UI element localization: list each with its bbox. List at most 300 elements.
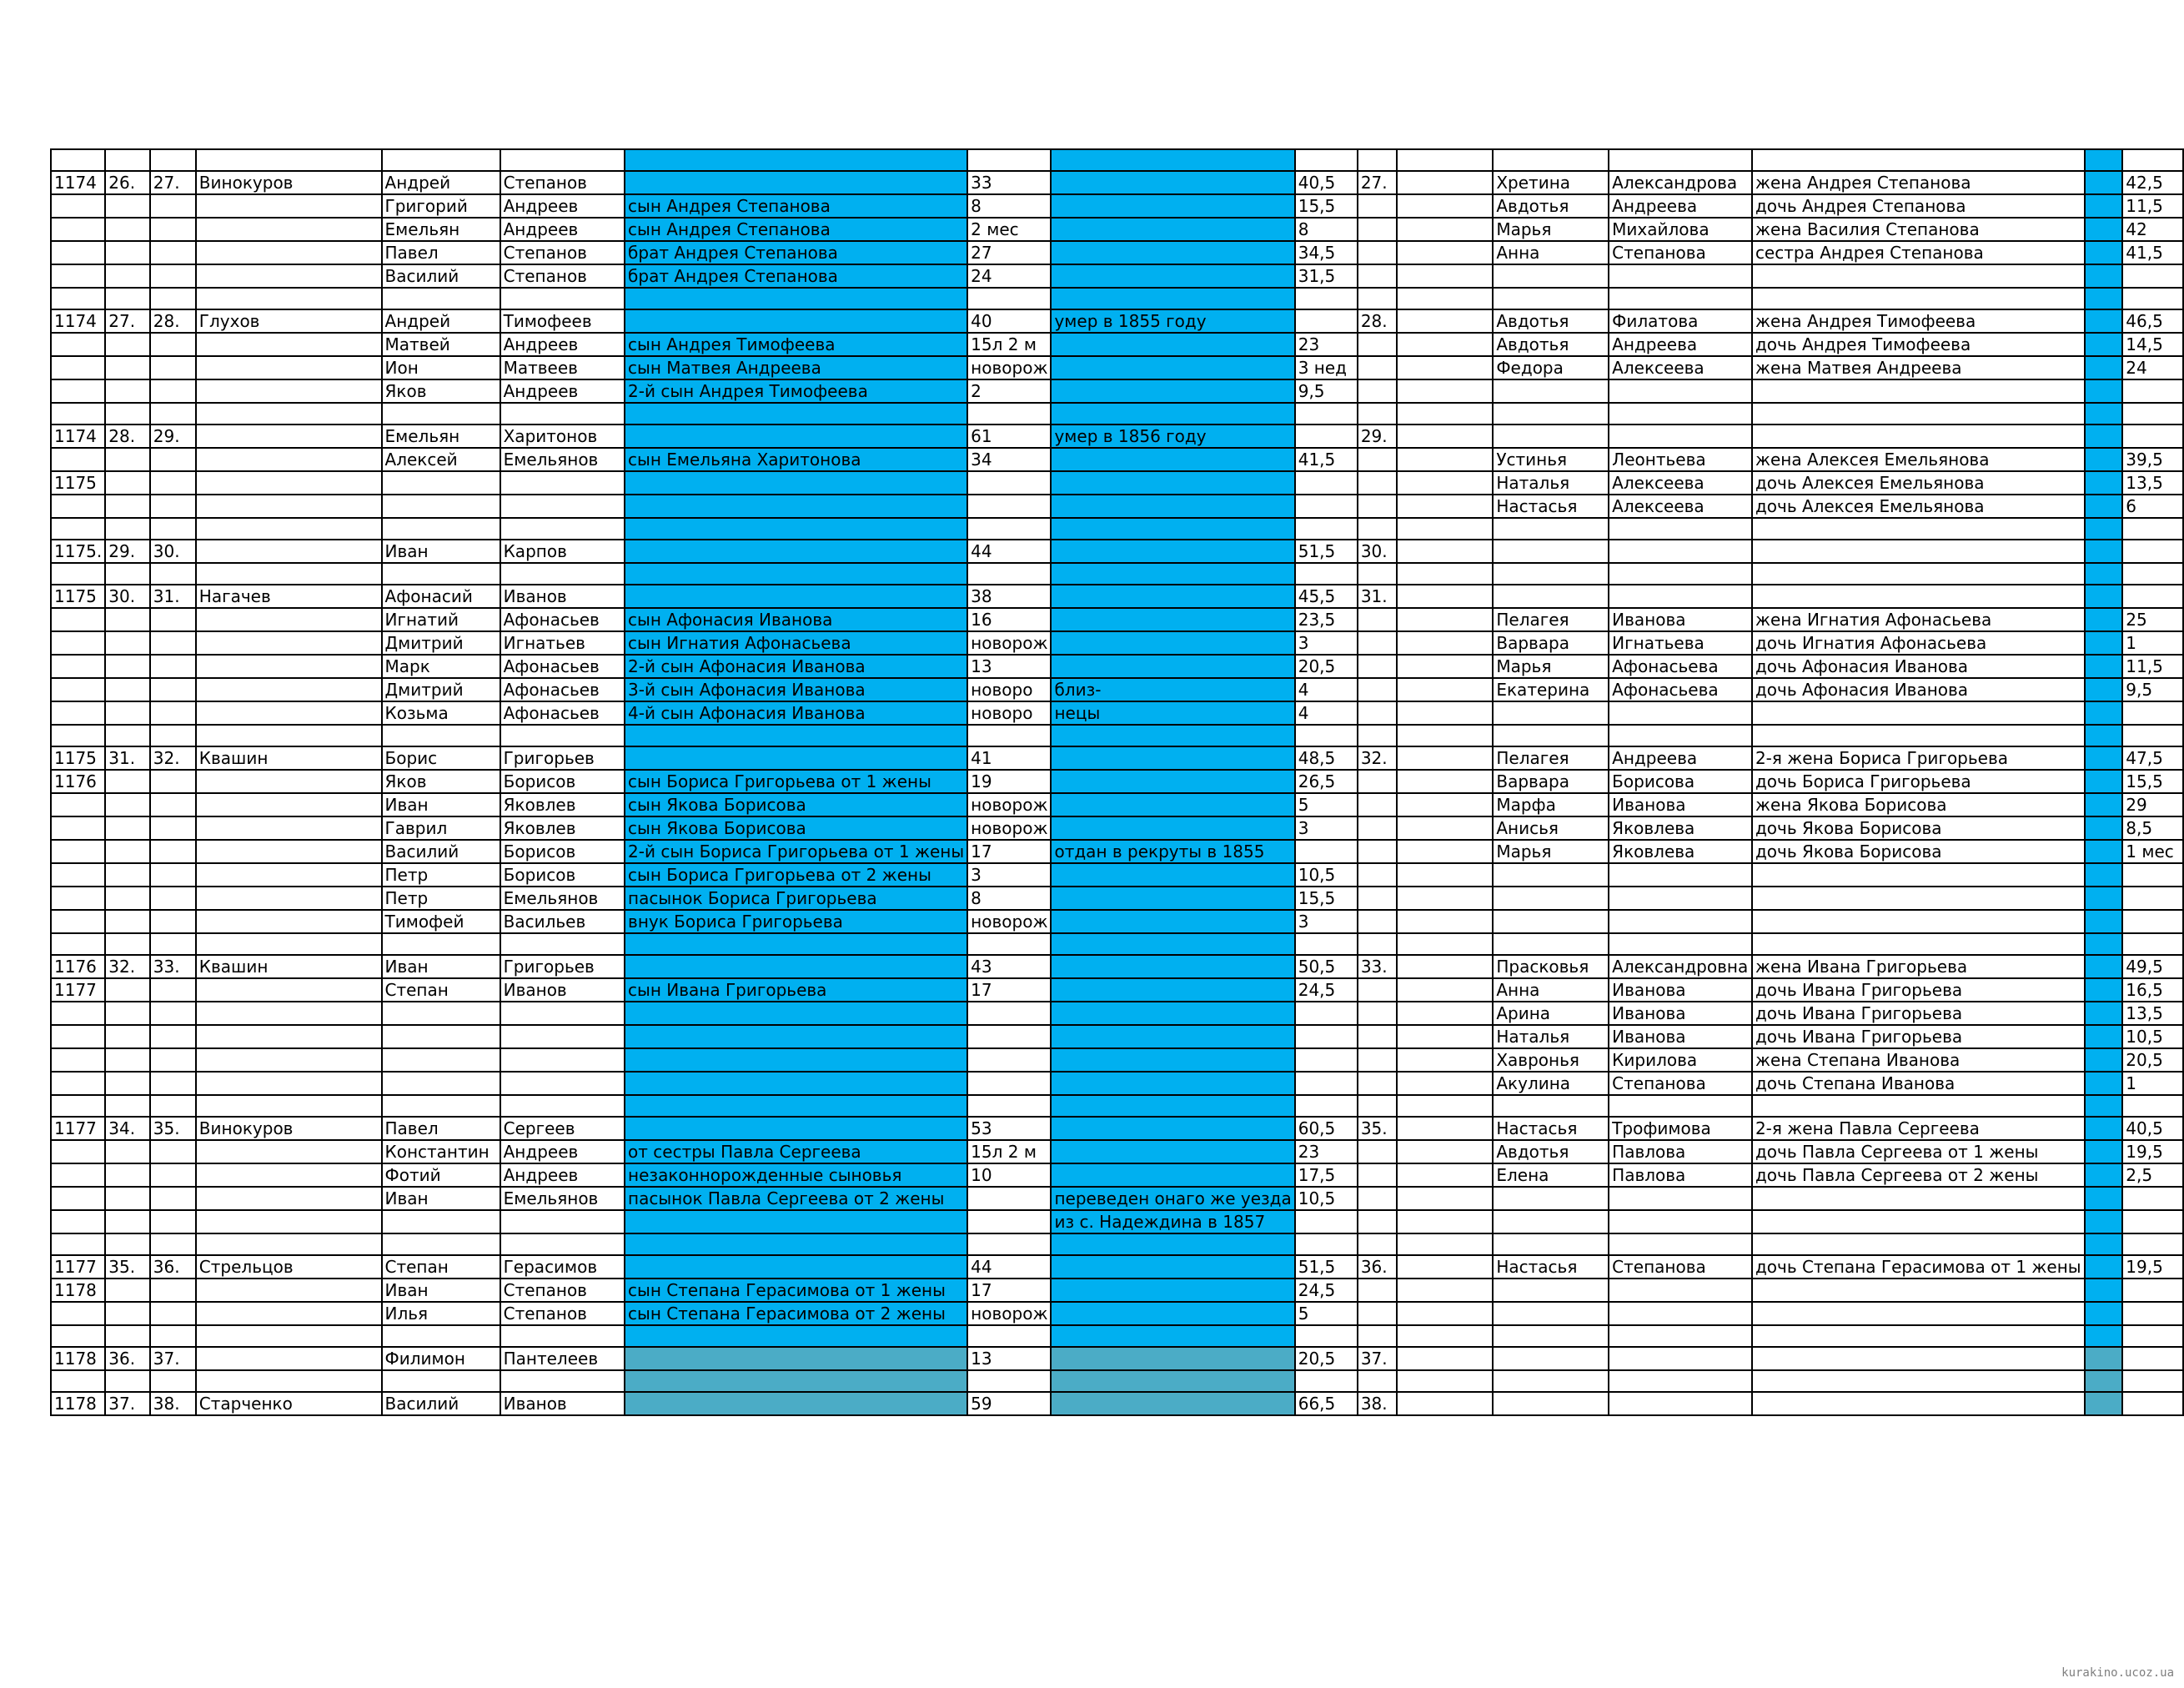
female-patronymic-cell: Алексеева	[1609, 495, 1752, 518]
female-note-blank-cell	[1397, 333, 1493, 356]
female-age-previous-cell	[2085, 1002, 2123, 1025]
male-age-current-cell: 3	[1295, 816, 1358, 840]
male-age-current-cell: 23,5	[1295, 608, 1358, 631]
male-note-cell	[1051, 955, 1294, 978]
male-patronymic-cell: Афонасьев	[500, 655, 625, 678]
family-surname-cell	[196, 1370, 382, 1392]
female-age-previous-cell	[2085, 288, 2123, 309]
female-household-number-cell: 30.	[1358, 540, 1397, 563]
family-surname-cell	[196, 1163, 382, 1187]
female-patronymic-cell: Яковлева	[1609, 840, 1752, 863]
male-first-name-cell: Яков	[382, 379, 500, 403]
household-number-new-cell	[150, 518, 196, 540]
male-relation-cell: сын Андрея Степанова	[625, 194, 967, 218]
female-age-current-cell: 24	[2122, 356, 2183, 379]
page-number-cell	[51, 264, 105, 288]
male-age-current-cell: 23	[1295, 333, 1358, 356]
female-first-name-cell: Марья	[1493, 218, 1609, 241]
female-first-name-cell: Хавронья	[1493, 1048, 1609, 1072]
table-row	[51, 701, 2183, 725]
female-patronymic-cell: Кирилова	[1609, 1048, 1752, 1072]
page-number-cell	[51, 1095, 105, 1117]
male-first-name-cell	[382, 1002, 500, 1025]
female-household-number-cell	[1358, 887, 1397, 910]
male-note-cell	[1051, 1392, 1294, 1415]
household-number-old-cell	[105, 655, 150, 678]
female-patronymic-cell	[1609, 379, 1752, 403]
female-relation-cell	[1752, 425, 2085, 448]
family-surname-cell	[196, 149, 382, 171]
page-number-cell	[51, 631, 105, 655]
female-patronymic-cell: Степанова	[1609, 1072, 1752, 1095]
female-age-current-cell	[2122, 149, 2183, 171]
female-note-blank-cell	[1397, 1048, 1493, 1072]
male-first-name-cell: Дмитрий	[382, 678, 500, 701]
female-age-previous-cell	[2085, 1048, 2123, 1072]
male-first-name-cell	[382, 1370, 500, 1392]
female-note-blank-cell	[1397, 1255, 1493, 1279]
male-note-cell: из с. Надеждина в 1857	[1051, 1210, 1294, 1233]
female-age-previous-cell	[2085, 678, 2123, 701]
female-relation-cell	[1752, 1095, 2085, 1117]
male-age-previous-cell: 40	[967, 309, 1051, 333]
male-note-cell	[1051, 471, 1294, 495]
female-relation-cell	[1752, 1370, 2085, 1392]
female-age-previous-cell	[2085, 655, 2123, 678]
female-relation-cell	[1752, 910, 2085, 933]
page-number-cell: 1177	[51, 1255, 105, 1279]
male-note-cell: умер в 1855 году	[1051, 309, 1294, 333]
page-number-cell	[51, 1325, 105, 1347]
family-surname-cell	[196, 518, 382, 540]
female-relation-cell	[1752, 887, 2085, 910]
household-number-new-cell	[150, 1187, 196, 1210]
table-row	[51, 746, 2183, 770]
household-number-new-cell	[150, 356, 196, 379]
female-first-name-cell: Наталья	[1493, 1025, 1609, 1048]
female-household-number-cell	[1358, 910, 1397, 933]
household-number-old-cell	[105, 793, 150, 816]
male-note-cell	[1051, 1002, 1294, 1025]
female-relation-cell	[1752, 1279, 2085, 1302]
male-age-current-cell: 5	[1295, 793, 1358, 816]
male-age-current-cell	[1295, 1210, 1358, 1233]
female-note-blank-cell	[1397, 264, 1493, 288]
male-first-name-cell: Игнатий	[382, 608, 500, 631]
female-relation-cell: дочь Бориса Григорьева	[1752, 770, 2085, 793]
female-household-number-cell	[1358, 1072, 1397, 1095]
female-note-blank-cell	[1397, 887, 1493, 910]
page-number-cell: 1176	[51, 770, 105, 793]
male-relation-cell: 2-й сын Афонасия Иванова	[625, 655, 967, 678]
female-patronymic-cell: Александровна	[1609, 955, 1752, 978]
table-row	[51, 1347, 2183, 1370]
male-relation-cell: сын Афонасия Иванова	[625, 608, 967, 631]
male-relation-cell	[625, 1002, 967, 1025]
female-note-blank-cell	[1397, 1279, 1493, 1302]
male-relation-cell	[625, 425, 967, 448]
male-patronymic-cell: Андреев	[500, 194, 625, 218]
female-age-previous-cell	[2085, 194, 2123, 218]
male-patronymic-cell: Матвеев	[500, 356, 625, 379]
male-first-name-cell: Иван	[382, 1187, 500, 1210]
male-patronymic-cell	[500, 518, 625, 540]
female-age-current-cell: 1 мес	[2122, 840, 2183, 863]
table-row	[51, 288, 2183, 309]
male-age-current-cell	[1295, 403, 1358, 425]
male-note-cell: отдан в рекруты в 1855	[1051, 840, 1294, 863]
female-note-blank-cell	[1397, 309, 1493, 333]
female-household-number-cell	[1358, 678, 1397, 701]
male-age-previous-cell	[967, 471, 1051, 495]
family-surname-cell	[196, 631, 382, 655]
male-relation-cell: сын Степана Герасимова от 2 жены	[625, 1302, 967, 1325]
female-age-current-cell	[2122, 379, 2183, 403]
male-age-current-cell	[1295, 149, 1358, 171]
male-age-current-cell	[1295, 425, 1358, 448]
household-number-new-cell	[150, 241, 196, 264]
female-household-number-cell	[1358, 518, 1397, 540]
female-age-current-cell: 13,5	[2122, 471, 2183, 495]
female-age-current-cell: 9,5	[2122, 678, 2183, 701]
male-relation-cell: сын Емельяна Харитонова	[625, 448, 967, 471]
page-number-cell	[51, 495, 105, 518]
male-first-name-cell: Илья	[382, 1302, 500, 1325]
female-first-name-cell	[1493, 518, 1609, 540]
page-number-cell	[51, 910, 105, 933]
female-age-previous-cell	[2085, 1370, 2123, 1392]
male-patronymic-cell	[500, 495, 625, 518]
male-note-cell	[1051, 241, 1294, 264]
male-patronymic-cell	[500, 149, 625, 171]
female-note-blank-cell	[1397, 955, 1493, 978]
female-patronymic-cell: Андреева	[1609, 746, 1752, 770]
female-patronymic-cell: Алексеева	[1609, 471, 1752, 495]
female-relation-cell: жена Якова Борисова	[1752, 793, 2085, 816]
female-note-blank-cell	[1397, 563, 1493, 585]
male-relation-cell	[625, 1370, 967, 1392]
male-patronymic-cell: Яковлев	[500, 816, 625, 840]
female-household-number-cell	[1358, 1210, 1397, 1233]
male-patronymic-cell: Емельянов	[500, 448, 625, 471]
family-surname-cell	[196, 563, 382, 585]
female-age-current-cell: 10,5	[2122, 1025, 2183, 1048]
female-patronymic-cell: Яковлева	[1609, 816, 1752, 840]
female-note-blank-cell	[1397, 448, 1493, 471]
male-age-previous-cell: 17	[967, 840, 1051, 863]
male-first-name-cell: Иван	[382, 1279, 500, 1302]
female-first-name-cell: Пелагея	[1493, 746, 1609, 770]
female-relation-cell: жена Алексея Емельянова	[1752, 448, 2085, 471]
male-first-name-cell: Иван	[382, 955, 500, 978]
female-note-blank-cell	[1397, 495, 1493, 518]
female-household-number-cell	[1358, 770, 1397, 793]
family-surname-cell	[196, 1279, 382, 1302]
male-patronymic-cell: Борисов	[500, 770, 625, 793]
male-note-cell	[1051, 356, 1294, 379]
female-age-previous-cell	[2085, 333, 2123, 356]
page-number-cell	[51, 678, 105, 701]
table-row	[51, 1187, 2183, 1210]
family-surname-cell	[196, 425, 382, 448]
female-first-name-cell: Акулина	[1493, 1072, 1609, 1095]
family-surname-cell	[196, 540, 382, 563]
page-number-cell	[51, 563, 105, 585]
female-patronymic-cell: Иванова	[1609, 978, 1752, 1002]
female-first-name-cell	[1493, 933, 1609, 955]
household-number-old-cell	[105, 1233, 150, 1255]
female-first-name-cell	[1493, 701, 1609, 725]
female-patronymic-cell	[1609, 288, 1752, 309]
male-age-current-cell: 3 нед	[1295, 356, 1358, 379]
male-age-previous-cell: 59	[967, 1392, 1051, 1415]
female-age-current-cell	[2122, 910, 2183, 933]
family-surname-cell	[196, 933, 382, 955]
household-number-new-cell	[150, 1163, 196, 1187]
household-number-new-cell	[150, 978, 196, 1002]
male-patronymic-cell	[500, 1002, 625, 1025]
male-patronymic-cell	[500, 1325, 625, 1347]
male-note-cell	[1051, 887, 1294, 910]
family-surname-cell	[196, 471, 382, 495]
female-patronymic-cell: Михайлова	[1609, 218, 1752, 241]
page-number-cell: 1175	[51, 585, 105, 608]
male-patronymic-cell	[500, 1072, 625, 1095]
male-first-name-cell: Андрей	[382, 171, 500, 194]
male-first-name-cell	[382, 1072, 500, 1095]
female-household-number-cell	[1358, 1233, 1397, 1255]
male-age-previous-cell	[967, 1095, 1051, 1117]
family-surname-cell	[196, 1302, 382, 1325]
male-age-current-cell	[1295, 288, 1358, 309]
female-note-blank-cell	[1397, 1072, 1493, 1095]
female-relation-cell: дочь Степана Иванова	[1752, 1072, 2085, 1095]
male-age-current-cell: 4	[1295, 678, 1358, 701]
male-patronymic-cell: Иванов	[500, 978, 625, 1002]
male-age-current-cell: 3	[1295, 910, 1358, 933]
page-number-cell: 1177	[51, 978, 105, 1002]
female-note-blank-cell	[1397, 288, 1493, 309]
male-note-cell	[1051, 403, 1294, 425]
male-age-current-cell	[1295, 1233, 1358, 1255]
household-number-old-cell	[105, 631, 150, 655]
female-relation-cell	[1752, 540, 2085, 563]
male-relation-cell: брат Андрея Степанова	[625, 264, 967, 288]
female-patronymic-cell	[1609, 585, 1752, 608]
male-patronymic-cell	[500, 563, 625, 585]
male-first-name-cell	[382, 495, 500, 518]
male-age-previous-cell: 24	[967, 264, 1051, 288]
male-age-current-cell: 15,5	[1295, 887, 1358, 910]
male-first-name-cell: Ион	[382, 356, 500, 379]
female-note-blank-cell	[1397, 518, 1493, 540]
male-first-name-cell: Петр	[382, 887, 500, 910]
page-number-cell	[51, 608, 105, 631]
female-age-previous-cell	[2085, 1187, 2123, 1210]
table-row	[51, 403, 2183, 425]
female-relation-cell: дочь Павла Сергеева от 2 жены	[1752, 1163, 2085, 1187]
female-age-previous-cell	[2085, 403, 2123, 425]
family-surname-cell	[196, 793, 382, 816]
female-note-blank-cell	[1397, 793, 1493, 816]
female-first-name-cell	[1493, 585, 1609, 608]
male-relation-cell: брат Андрея Степанова	[625, 241, 967, 264]
female-first-name-cell: Арина	[1493, 1002, 1609, 1025]
female-first-name-cell: Анисья	[1493, 816, 1609, 840]
table-row	[51, 1048, 2183, 1072]
female-first-name-cell: Устинья	[1493, 448, 1609, 471]
male-age-current-cell: 20,5	[1295, 1347, 1358, 1370]
female-age-current-cell: 49,5	[2122, 955, 2183, 978]
female-relation-cell: жена Василия Степанова	[1752, 218, 2085, 241]
household-number-old-cell	[105, 770, 150, 793]
male-relation-cell: 4-й сын Афонасия Иванова	[625, 701, 967, 725]
household-number-old-cell	[105, 1370, 150, 1392]
male-age-current-cell	[1295, 1095, 1358, 1117]
male-age-current-cell	[1295, 1370, 1358, 1392]
male-note-cell	[1051, 1370, 1294, 1392]
female-patronymic-cell	[1609, 1370, 1752, 1392]
female-age-previous-cell	[2085, 1392, 2123, 1415]
male-note-cell	[1051, 631, 1294, 655]
female-note-blank-cell	[1397, 863, 1493, 887]
household-number-new-cell: 29.	[150, 425, 196, 448]
household-number-new-cell	[150, 1095, 196, 1117]
female-patronymic-cell	[1609, 1233, 1752, 1255]
female-household-number-cell	[1358, 471, 1397, 495]
household-number-new-cell	[150, 149, 196, 171]
female-relation-cell: жена Игнатия Афонасьева	[1752, 608, 2085, 631]
table-row	[51, 1163, 2183, 1187]
female-household-number-cell	[1358, 194, 1397, 218]
household-number-old-cell	[105, 563, 150, 585]
household-number-new-cell	[150, 1072, 196, 1095]
female-patronymic-cell: Иванова	[1609, 793, 1752, 816]
female-first-name-cell: Анна	[1493, 241, 1609, 264]
household-number-old-cell	[105, 863, 150, 887]
male-first-name-cell: Василий	[382, 840, 500, 863]
female-first-name-cell	[1493, 1187, 1609, 1210]
male-first-name-cell: Дмитрий	[382, 631, 500, 655]
male-note-cell	[1051, 816, 1294, 840]
table-row	[51, 585, 2183, 608]
male-patronymic-cell: Карпов	[500, 540, 625, 563]
female-household-number-cell	[1358, 403, 1397, 425]
male-relation-cell	[625, 540, 967, 563]
male-note-cell	[1051, 933, 1294, 955]
male-age-current-cell	[1295, 1048, 1358, 1072]
census-table	[50, 148, 2184, 1416]
female-household-number-cell	[1358, 1370, 1397, 1392]
female-note-blank-cell	[1397, 1347, 1493, 1370]
male-age-current-cell: 60,5	[1295, 1117, 1358, 1140]
household-number-old-cell: 36.	[105, 1347, 150, 1370]
male-relation-cell	[625, 171, 967, 194]
female-household-number-cell	[1358, 933, 1397, 955]
male-patronymic-cell: Степанов	[500, 241, 625, 264]
female-first-name-cell	[1493, 288, 1609, 309]
female-patronymic-cell	[1609, 563, 1752, 585]
page-number-cell	[51, 887, 105, 910]
male-age-current-cell: 51,5	[1295, 1255, 1358, 1279]
male-relation-cell	[625, 1233, 967, 1255]
male-age-previous-cell	[967, 1048, 1051, 1072]
male-relation-cell: сын Бориса Григорьева от 1 жены	[625, 770, 967, 793]
male-age-previous-cell: 16	[967, 608, 1051, 631]
female-relation-cell: дочь Алексея Емельянова	[1752, 495, 2085, 518]
page-number-cell: 1175	[51, 746, 105, 770]
table-row	[51, 910, 2183, 933]
male-first-name-cell: Фотий	[382, 1163, 500, 1187]
household-number-old-cell: 31.	[105, 746, 150, 770]
female-age-previous-cell	[2085, 264, 2123, 288]
male-patronymic-cell: Афонасьев	[500, 678, 625, 701]
male-relation-cell: сын Степана Герасимова от 1 жены	[625, 1279, 967, 1302]
male-relation-cell	[625, 955, 967, 978]
male-age-previous-cell: новорож	[967, 356, 1051, 379]
household-number-new-cell: 32.	[150, 746, 196, 770]
female-note-blank-cell	[1397, 1095, 1493, 1117]
male-age-previous-cell	[967, 1187, 1051, 1210]
female-age-current-cell	[2122, 1325, 2183, 1347]
female-first-name-cell: Екатерина	[1493, 678, 1609, 701]
female-age-current-cell	[2122, 863, 2183, 887]
female-age-previous-cell	[2085, 425, 2123, 448]
male-relation-cell: сын Игнатия Афонасьева	[625, 631, 967, 655]
female-age-current-cell	[2122, 518, 2183, 540]
female-household-number-cell	[1358, 655, 1397, 678]
female-patronymic-cell: Афонасьева	[1609, 655, 1752, 678]
female-first-name-cell: Авдотья	[1493, 194, 1609, 218]
female-relation-cell: дочь Павла Сергеева от 1 жены	[1752, 1140, 2085, 1163]
female-note-blank-cell	[1397, 608, 1493, 631]
female-first-name-cell	[1493, 910, 1609, 933]
female-household-number-cell	[1358, 333, 1397, 356]
male-age-previous-cell: 19	[967, 770, 1051, 793]
female-patronymic-cell	[1609, 403, 1752, 425]
female-note-blank-cell	[1397, 701, 1493, 725]
male-relation-cell: пасынок Павла Сергеева от 2 жены	[625, 1187, 967, 1210]
table-row	[51, 770, 2183, 793]
table-row	[51, 1140, 2183, 1163]
female-age-current-cell: 40,5	[2122, 1117, 2183, 1140]
female-relation-cell: дочь Игнатия Афонасьева	[1752, 631, 2085, 655]
female-note-blank-cell	[1397, 425, 1493, 448]
female-household-number-cell: 27.	[1358, 171, 1397, 194]
table-row	[51, 655, 2183, 678]
female-note-blank-cell	[1397, 379, 1493, 403]
male-patronymic-cell: Степанов	[500, 264, 625, 288]
female-relation-cell: жена Андрея Тимофеева	[1752, 309, 2085, 333]
page-number-cell	[51, 816, 105, 840]
male-note-cell	[1051, 1048, 1294, 1072]
female-patronymic-cell: Александрова	[1609, 171, 1752, 194]
male-note-cell	[1051, 288, 1294, 309]
household-number-old-cell	[105, 448, 150, 471]
household-number-new-cell	[150, 448, 196, 471]
page-number-cell	[51, 448, 105, 471]
female-note-blank-cell	[1397, 218, 1493, 241]
male-age-current-cell	[1295, 471, 1358, 495]
male-first-name-cell	[382, 1095, 500, 1117]
household-number-old-cell	[105, 403, 150, 425]
male-age-current-cell: 31,5	[1295, 264, 1358, 288]
female-age-previous-cell	[2085, 563, 2123, 585]
male-note-cell	[1051, 264, 1294, 288]
female-first-name-cell: Настасья	[1493, 1117, 1609, 1140]
household-number-new-cell	[150, 770, 196, 793]
family-surname-cell: Квашин	[196, 955, 382, 978]
